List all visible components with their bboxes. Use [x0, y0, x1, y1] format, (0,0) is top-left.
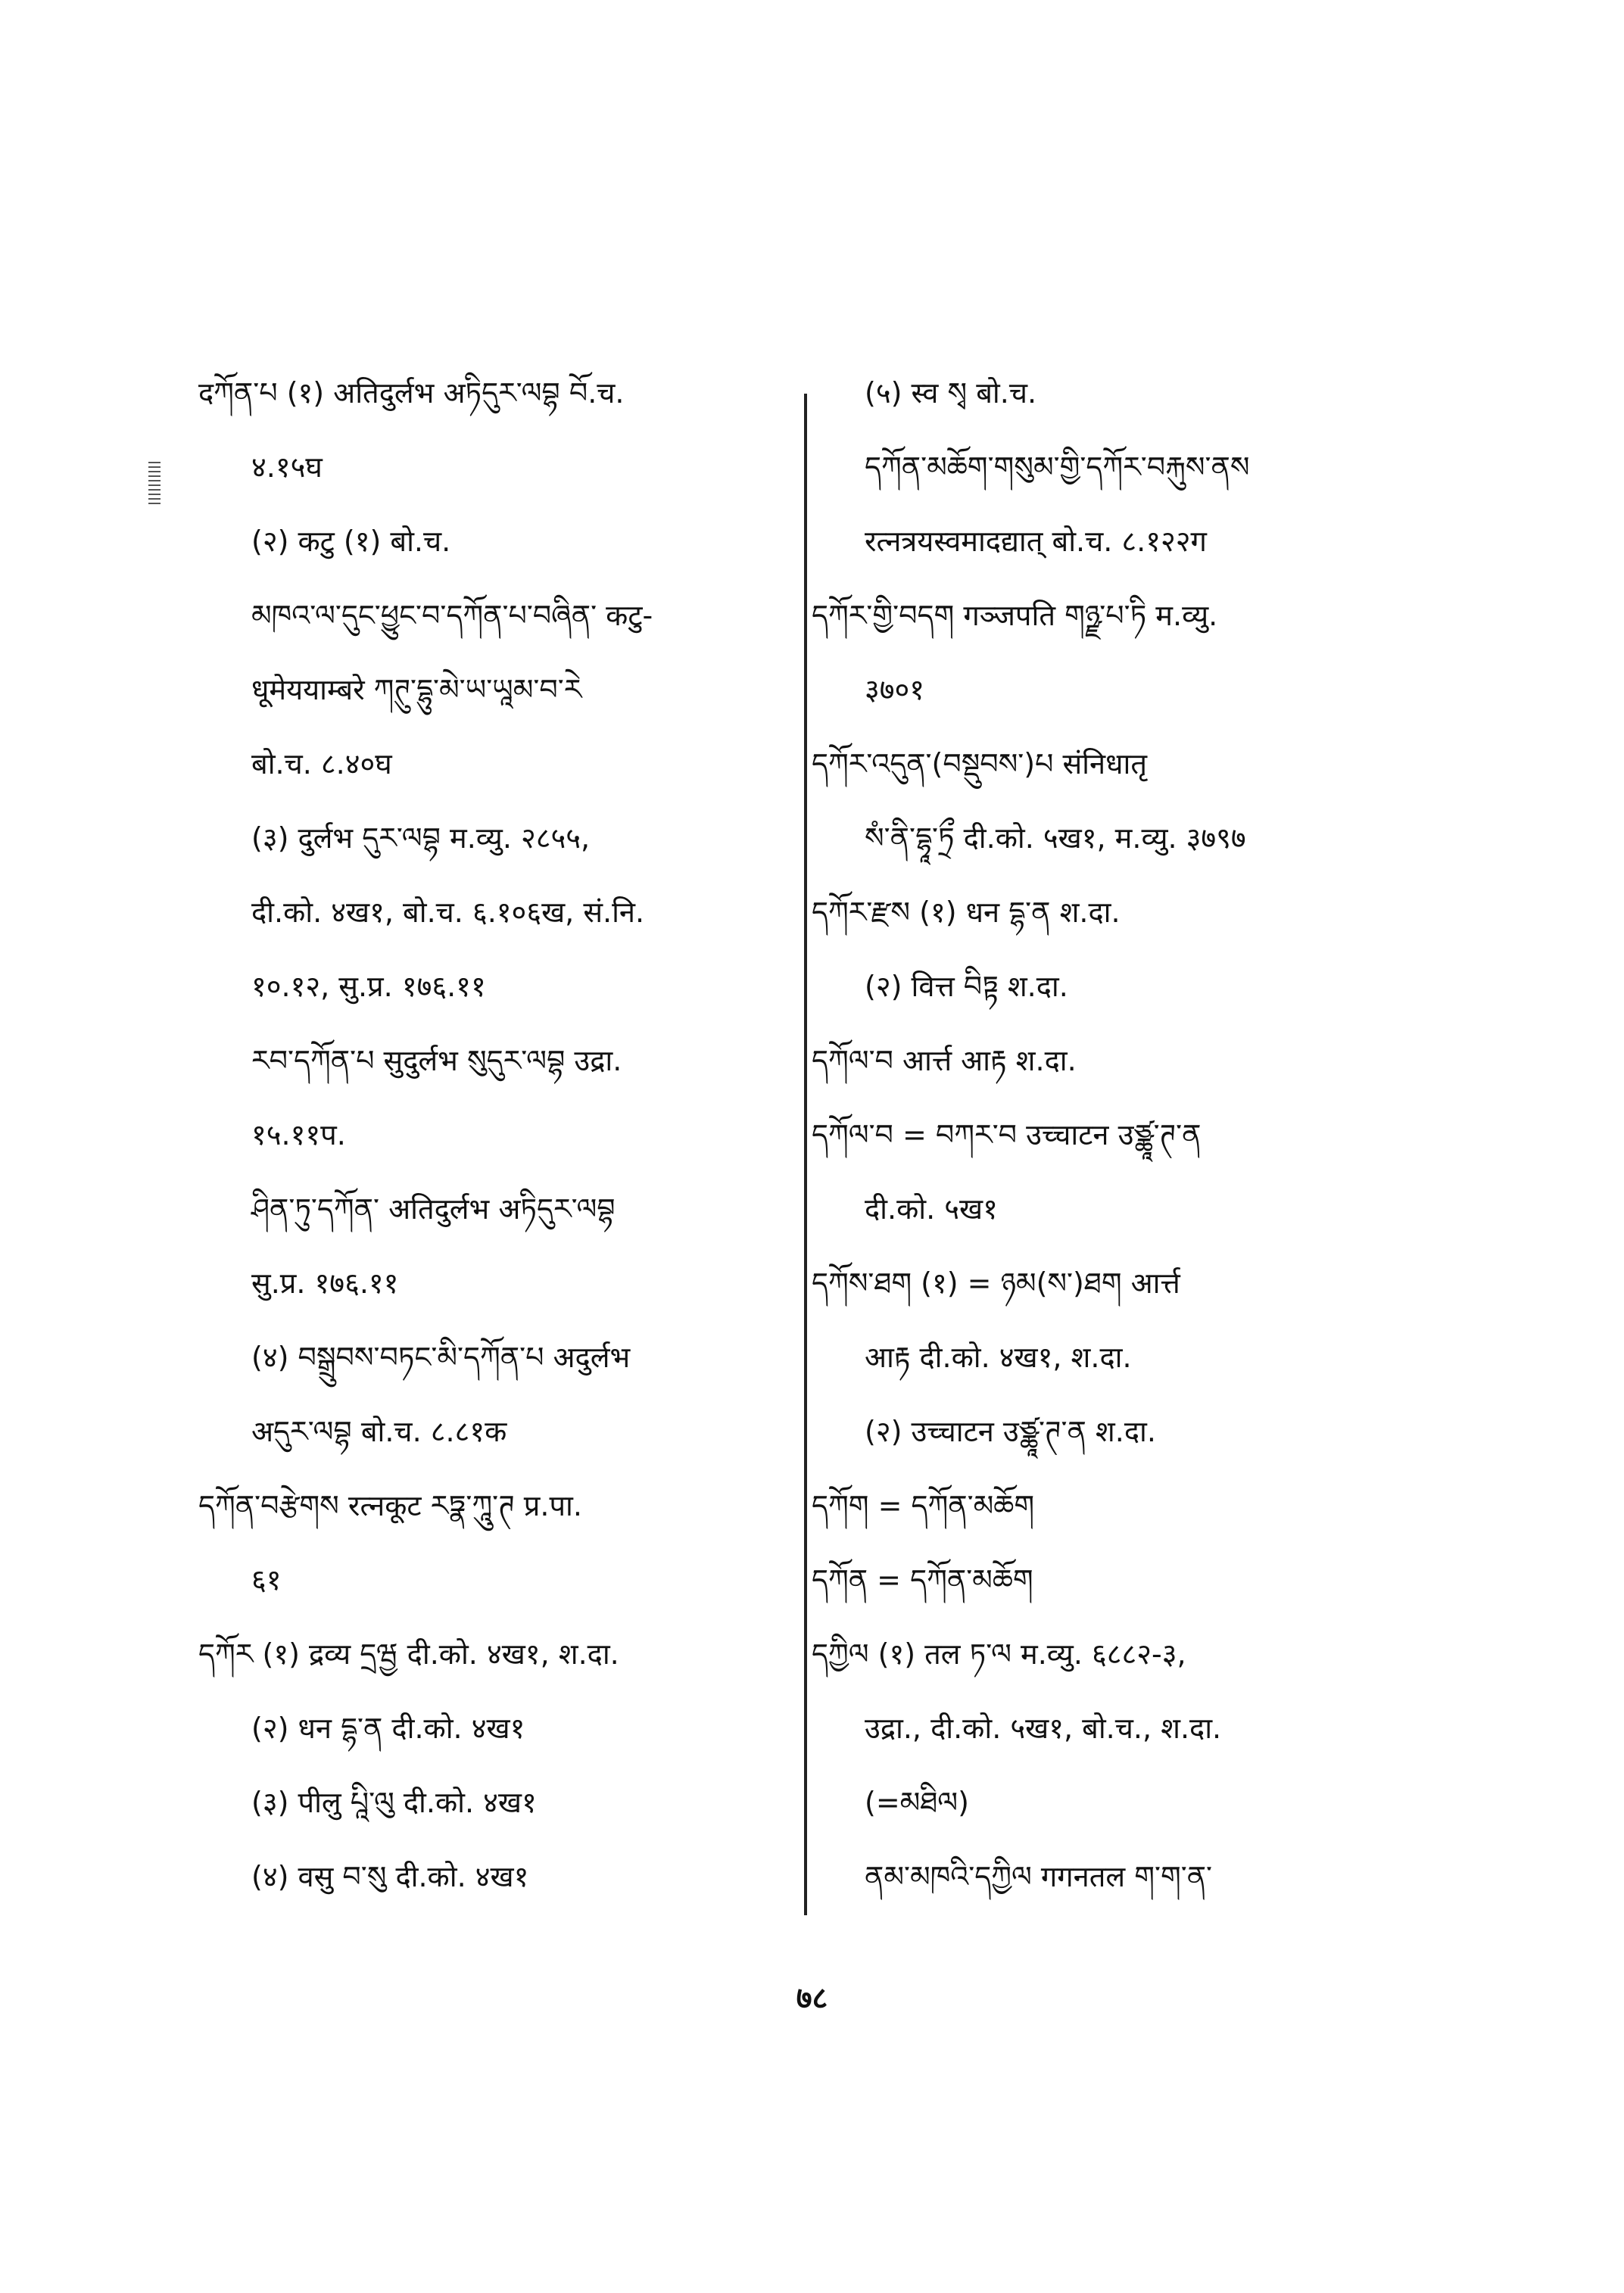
- entry-line: དཀོར་གྱི་བདག गञ्जपति གཉྫ་པ་ཏི म.व्यु.: [812, 599, 1218, 632]
- entry-line: दཀོན་པ (१) अतिदुर्लभ अཏིདུར་ལབྷ བོ.च.: [198, 376, 625, 410]
- entry-line: དཀོན་མཆོག་གསུམ་གྱི་དཀོར་བརྐུས་ནས: [865, 450, 1250, 484]
- entry-line: ४.१५घ: [251, 450, 323, 484]
- entry-line: ६१: [251, 1563, 282, 1597]
- entry-line: དཀོན་བརྩེགས रत्नकूट རཏྣ་ཀཱུ་ཊ प्र.पा.: [198, 1489, 582, 1522]
- entry-line: སཾ་ནི་དྷཱ་ཏྲྀ दी.को. ५ख१, म.व्यु. ३७९७: [865, 821, 1246, 855]
- entry-line: དཀོན = དཀོན་མཆོག: [812, 1563, 1033, 1597]
- entry-line: १५.११प.: [251, 1118, 346, 1151]
- entry-line: རབ་དཀོན་པ सुदुर्लभ སུདུར་ལབྷ उद्रा.: [251, 1044, 622, 1077]
- margin-mark: [148, 462, 161, 506]
- entry-line: बो.च. ८.४०घ: [251, 747, 392, 780]
- entry-line: (३) पीलु པཱི་ལུ दी.को. ४ख१: [251, 1786, 537, 1819]
- entry-line: अདུར་ལབྷ बो.च. ८.८१क: [251, 1415, 507, 1448]
- entry-line: सु.प्र. १७६.११: [251, 1266, 399, 1300]
- entry-line: (२) वित्त བིཏྟ श.दा.: [865, 970, 1068, 1003]
- entry-line: ནམ་མཁའི་དཀྱིལ गगनतल ག་ག་ན་: [865, 1860, 1213, 1893]
- column-divider: [804, 394, 807, 1915]
- entry-line: དཀྱིལ (१) तल ཏ་ལ म.व्यु. ६८८२-३,: [812, 1637, 1186, 1671]
- entry-line: དཀོས་ཐག (१) = ཉམ(ས་)ཐག आर्त्त: [812, 1266, 1180, 1300]
- entry-line: (५) स्व སྭ बो.च.: [865, 376, 1037, 410]
- entry-line: धूमेययाम्बरे ཀཊུ་དྷུ་མེ་ཡ་ཡཱམ་བ་རེ: [251, 673, 582, 706]
- entry-line: མཁའ་ལ་དུང་ཕྱུང་བ་དཀོན་པ་བཞིན་ कटु-: [251, 599, 653, 632]
- entry-line: (=མཐིལ): [865, 1786, 969, 1819]
- entry-line: ཤིན་ཏུ་དཀོན་ अतिदुर्लभ अཏིདུར་ལབྷ: [251, 1192, 616, 1226]
- entry-line: १०.१२, सु.प्र. १७६.११: [251, 970, 486, 1003]
- right-column: [812, 356, 1463, 1914]
- entry-line: (३) दुर्लभ དུར་ལབྷ म.व्यु. २८५५,: [251, 821, 591, 855]
- entry-line: དཀོལ་བ आर्त्त आརྟ श.दा.: [812, 1044, 1077, 1077]
- entry-line: (४) वसु བ་སུ दी.को. ४ख१: [251, 1860, 529, 1893]
- entry-line: रत्नत्रयस्वमादद्यात् बो.च. ८.१२२ग: [865, 525, 1207, 558]
- entry-line: དཀོག = དཀོན་མཆོག: [812, 1489, 1035, 1522]
- entry-line: དཀོར (१) द्रव्य དྲཝྱ दी.को. ४ख१, श.दा.: [198, 1637, 619, 1671]
- entry-line: उद्रा., दी.को. ५ख१, बो.च., श.दा.: [865, 1712, 1222, 1745]
- entry-line: (२) कटु (१) बो.च.: [251, 525, 451, 558]
- entry-line: དཀོལ་བ = བཀར་བ उच्चाटन उཙྪཱ་ཊ་ན: [812, 1118, 1202, 1151]
- entry-line: ३७०१: [865, 673, 925, 706]
- entry-line: दी.को. ५ख१: [865, 1192, 998, 1226]
- page-number: ७८: [796, 1981, 828, 2016]
- entry-line: दी.को. ४ख१, बो.च. ६.१०६ख, सं.नि.: [251, 896, 645, 929]
- entry-line: (२) धन དྷ་ན दी.को. ४ख१: [251, 1712, 525, 1745]
- left-column: [198, 356, 827, 1914]
- entry-line: དཀོར་འདུན་(བསྡུབས་)པ संनिधातृ: [812, 747, 1147, 780]
- entry-line: (२) उच्चाटन उཙྪཱ་ཊ་ན श.दा.: [865, 1415, 1156, 1448]
- entry-line: आརྟ दी.को. ४ख१, श.दा.: [865, 1341, 1132, 1374]
- entry-line: དཀོར་རྫས (१) धन དྷ་ན श.दा.: [812, 896, 1121, 929]
- entry-line: (४) བསྒྲུབས་བཏང་མི་དཀོན་པ अदुर्लभ: [251, 1341, 631, 1374]
